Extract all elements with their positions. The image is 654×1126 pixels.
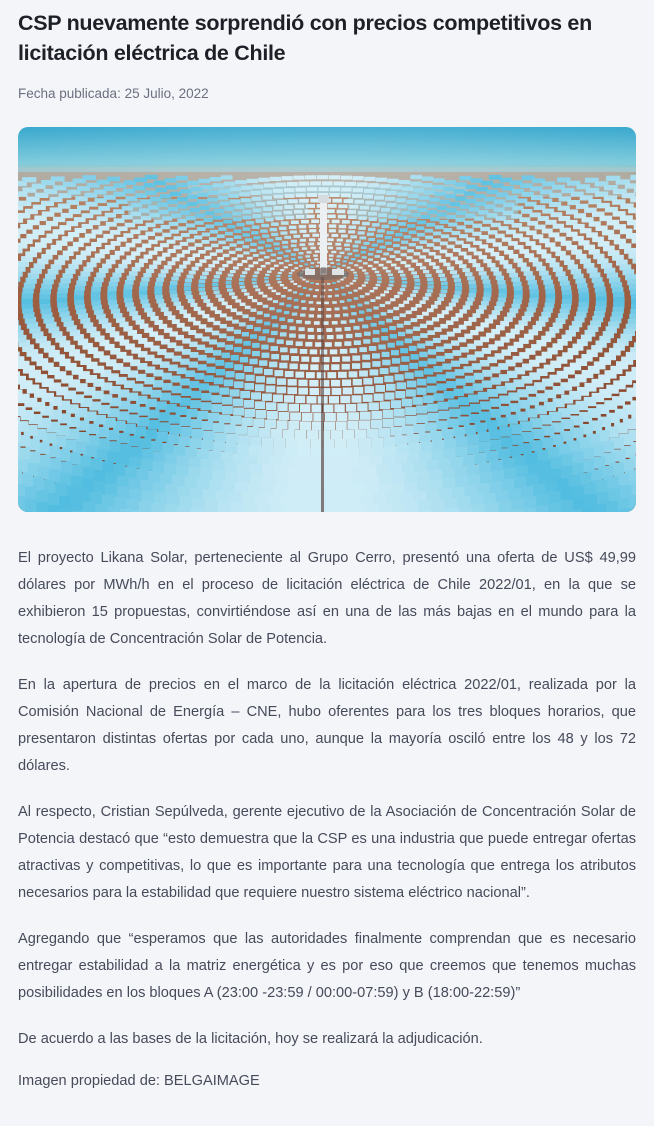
paragraph-5: De acuerdo a las bases de la licitación, hoy se realizará la adjudicación. — [18, 1031, 483, 1047]
paragraph-1: El proyecto Likana Solar, perteneciente al Grupo Cerro, presentó una oferta de US$ 49,99 dólares por MWh/h en el proceso de licitación eléctrica de Chile 2022/01, en la que se exhibieron 15 propuestas, convirtiéndose así en una de las más bajas en el mundo para la tecnología de Concentración Solar de Potencia. — [18, 550, 636, 647]
paragraph-4: Agregando que “esperamos que las autoridades finalmente comprendan que es necesario entregar estabilidad a la matriz energética y es por eso que creemos que tenemos muchas posibilidades en los bloques A (23:00 -23:59 / 00:00-07:59) y B (18:00-22:59)” — [18, 931, 636, 1001]
paragraph-2: En la apertura de precios en el marco de la licitación eléctrica 2022/01, realizada por la Comisión Nacional de Energía – CNE, hubo oferentes para los tres bloques horarios, que presentaron distintas ofertas por cada uno, aunque la mayoría osciló entre los 48 y los 72 dólares. — [18, 677, 636, 774]
solar-plant-photo — [18, 127, 636, 512]
article-title: CSP nuevamente sorprendió con precios competitivos en licitación eléctrica de Chile — [18, 11, 592, 65]
image-credit: Imagen propiedad de: BELGAIMAGE — [18, 1073, 260, 1089]
article-body — [18, 545, 636, 1053]
hero-image — [18, 127, 636, 512]
paragraph-3: Al respecto, Cristian Sepúlveda, gerente ejecutivo de la Asociación de Concentración Solar de Potencia destacó que “esto demuestra que la CSP es una industria que puede entregar ofertas atractivas y competitivas, lo que es importante para una tecnología que entrega los atributos necesarios para la estabilidad que requiere nuestro sistema eléctrico nacional”. — [18, 804, 636, 901]
publish-date: Fecha publicada: 25 Julio, 2022 — [18, 86, 209, 101]
